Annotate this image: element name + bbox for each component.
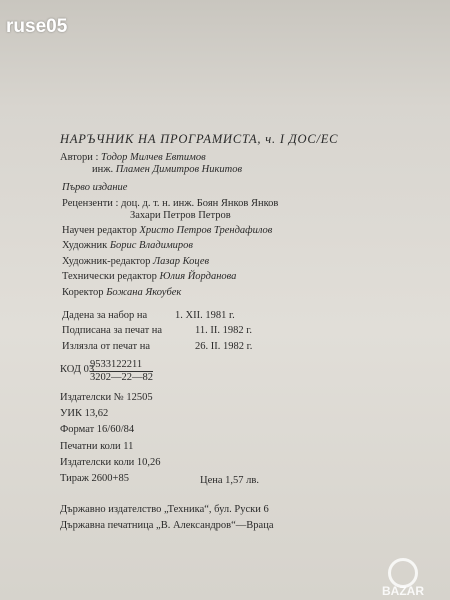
reviewer-2: Захари Петров Петров	[130, 210, 231, 221]
price: Цена 1,57 лв.	[200, 475, 259, 486]
art-editor: Лазар Коцев	[152, 256, 210, 267]
sci-editor-label: Научен редактор	[62, 225, 137, 236]
art-editor-label: Художник-редактор	[62, 256, 151, 267]
kod-bottom: 3202—22—82	[90, 372, 153, 383]
reviewers-label: Рецензенти :	[62, 198, 119, 209]
reviewer-1: доц. д. т. н. инж. Боян Янков Янков	[121, 198, 279, 209]
author-2: Пламен Димитров Никитов	[115, 164, 243, 175]
publisher-line: Държавно издателство „Техника“, бул. Руски 6	[60, 504, 269, 515]
artist-row	[62, 240, 193, 251]
author-2-prefix: инж.	[92, 164, 114, 175]
printer-line: Държавна печатница „В. Александров“—Враца	[60, 520, 274, 531]
publisher-sheets: Издателски коли 10,26	[60, 457, 161, 468]
tech-editor: Юлия Йорданова	[159, 271, 237, 282]
signed-label: Подписана за печат на	[62, 325, 163, 336]
book-title: НАРЪЧНИК НА ПРОГРАМИСТА, ч. I ДОС/ЕС	[60, 132, 339, 146]
signed-date: 11. II. 1982 г.	[195, 325, 252, 336]
watermark-logo: ruse05	[6, 16, 68, 37]
reviewers-row	[62, 198, 278, 209]
format: Формат 16/60/84	[60, 424, 135, 435]
typeset-date: 1. XII. 1981 г.	[175, 310, 235, 321]
corrector-label: Коректор	[62, 287, 104, 298]
print-sheets: Печатни коли 11	[60, 441, 134, 452]
authors-label: Автори :	[60, 152, 99, 163]
art-editor-row	[62, 256, 209, 267]
edition: Първо издание	[62, 182, 128, 193]
uik: УИК 13,62	[60, 408, 109, 419]
artist: Борис Владимиров	[109, 240, 193, 251]
kod-label: КОД 03	[60, 364, 95, 375]
tech-editor-label: Технически редактор	[62, 271, 157, 282]
author-1: Тодор Милчев Евтимов	[101, 152, 206, 163]
printed-date: 26. II. 1982 г.	[195, 341, 253, 352]
circulation: Тираж 2600+85	[60, 473, 129, 484]
corrector-row	[62, 287, 181, 298]
printed-label: Излязла от печат на	[62, 341, 150, 352]
corner-watermark-logo	[382, 558, 442, 598]
author-2-row	[92, 164, 242, 175]
kod-top: 9533122211	[90, 359, 153, 372]
sci-editor-row	[62, 225, 272, 236]
artist-label: Художник	[62, 240, 108, 251]
tech-editor-row	[62, 271, 236, 282]
typeset-label: Дадена за набор на	[62, 310, 148, 321]
corrector: Божана Якоубек	[106, 287, 182, 298]
sci-editor: Христо Петров Трендафилов	[139, 225, 273, 236]
authors-row	[60, 152, 206, 163]
corner-watermark-text: BAZAR	[382, 584, 424, 598]
publisher-number: Издателски № 12505	[60, 392, 153, 403]
kod-number	[90, 359, 153, 383]
